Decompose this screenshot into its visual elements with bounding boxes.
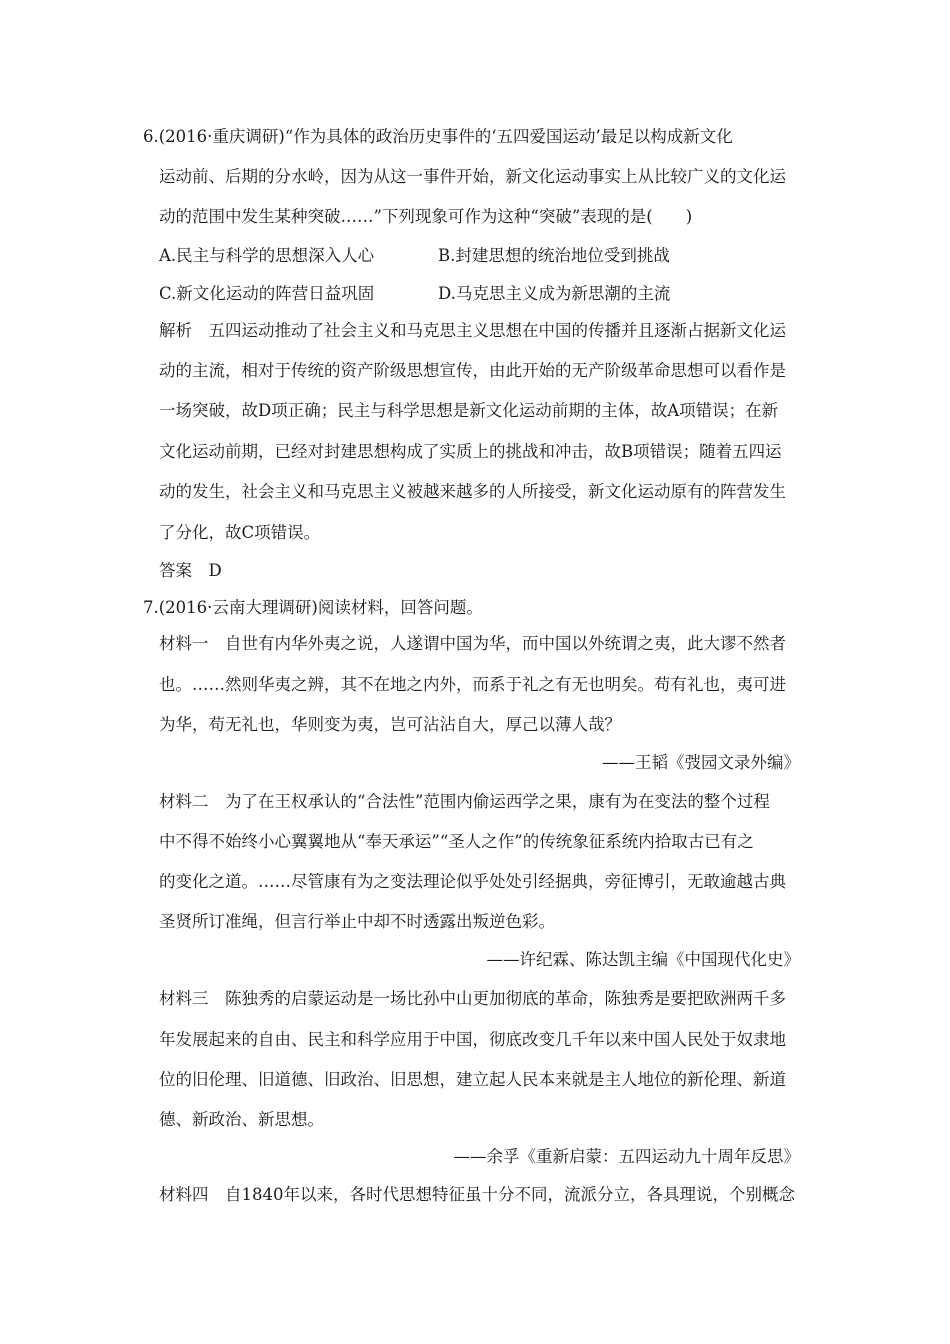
q7-material-3-line-3: 位的旧伦理、旧道德、旧政治、旧思想，建立起人民本来就是主人地位的新伦理、新道 <box>159 1070 786 1089</box>
q7-stem: 7.(2016·云南大理调研)阅读材料，回答问题。 <box>143 598 483 617</box>
q6-analysis-line-4: 文化运动前期，已经对封建思想构成了实质上的挑战和冲击，故B项错误；随着五四运 <box>159 442 782 461</box>
q6-option-d: D.马克思主义成为新思潮的主流 <box>438 284 671 303</box>
q7-material-1-source: ——王韬《弢园文录外编》 <box>602 753 800 772</box>
q6-option-b: B.封建思想的统治地位受到挑战 <box>438 246 670 265</box>
q7-material-1-line-1: 材料一 自世有内华外夷之说，人遂谓中国为华，而中国以外统谓之夷，此大谬不然者 <box>159 634 786 653</box>
q7-material-3-line-1: 材料三 陈独秀的启蒙运动是一场比孙中山更加彻底的革命，陈独秀是要把欧洲两千多 <box>159 989 786 1008</box>
q7-material-1-line-3: 为华，苟无礼也，华则变为夷，岂可沾沾自大，厚己以薄人哉？ <box>159 715 621 734</box>
q6-answer: 答案 D <box>159 561 222 580</box>
q7-material-3-source: ——余孚《重新启蒙：五四运动九十周年反思》 <box>453 1147 800 1166</box>
q6-option-a: A.民主与科学的思想深入人心 <box>159 246 375 265</box>
q7-material-2-line-2: 中不得不始终小心翼翼地从“奉天承运”“圣人之作”的传统象征系统内拾取古已有之 <box>159 832 754 851</box>
q6-stem-line-2: 运动前、后期的分水岭，因为从这一事件开始，新文化运动事实上从比较广义的文化运 <box>159 167 786 186</box>
q7-material-2-line-1: 材料二 为了在王权承认的“合法性”范围内偷运西学之果，康有为在变法的整个过程 <box>159 792 770 811</box>
q6-option-c: C.新文化运动的阵营日益巩固 <box>159 284 375 303</box>
q7-material-3-line-2: 年发展起来的自由、民主和科学应用于中国，彻底改变几千年以来中国人民处于奴隶地 <box>159 1030 786 1049</box>
q7-material-2-source: ——许纪霖、陈达凯主编《中国现代化史》 <box>486 950 800 969</box>
q7-material-1-line-2: 也。……然则华夷之辨，其不在地之内外，而系于礼之有无也明矣。苟有礼也，夷可进 <box>159 675 786 694</box>
q6-analysis-line-3: 一场突破，故D项正确；民主与科学思想是新文化运动前期的主体，故A项错误；在新 <box>159 401 779 420</box>
q6-analysis-line-2: 动的主流，相对于传统的资产阶级思想宣传，由此开始的无产阶级革命思想可以看作是 <box>159 361 786 380</box>
q6-analysis-line-5: 动的发生，社会主义和马克思主义被越来越多的人所接受，新文化运动原有的阵营发生 <box>159 482 786 501</box>
q6-stem-line-3: 动的范围中发生某种突破……”下列现象可作为这种“突破”表现的是( ) <box>159 207 693 226</box>
q7-material-2-line-4: 圣贤所订准绳，但言行举止中却不时透露出叛逆色彩。 <box>159 912 555 931</box>
q6-analysis-line-1: 解析 五四运动推动了社会主义和马克思主义思想在中国的传播并且逐渐占据新文化运 <box>159 321 786 340</box>
q6-analysis-line-6: 了分化，故C项错误。 <box>159 523 321 542</box>
q7-material-4-line-1: 材料四 自1840年以来，各时代思想特征虽十分不同，流派分立，各具理说，个别概念 <box>159 1185 795 1204</box>
q7-material-3-line-4: 德、新政治、新思想。 <box>159 1110 324 1129</box>
q6-stem-line-1: 6.(2016·重庆调研)“作为具体的政治历史事件的‘五四爱国运动’最足以构成新文化 <box>143 127 733 146</box>
q7-material-2-line-3: 的变化之道。……尽管康有为之变法理论似乎处处引经据典，旁征博引，无敢逾越古典 <box>159 872 786 891</box>
